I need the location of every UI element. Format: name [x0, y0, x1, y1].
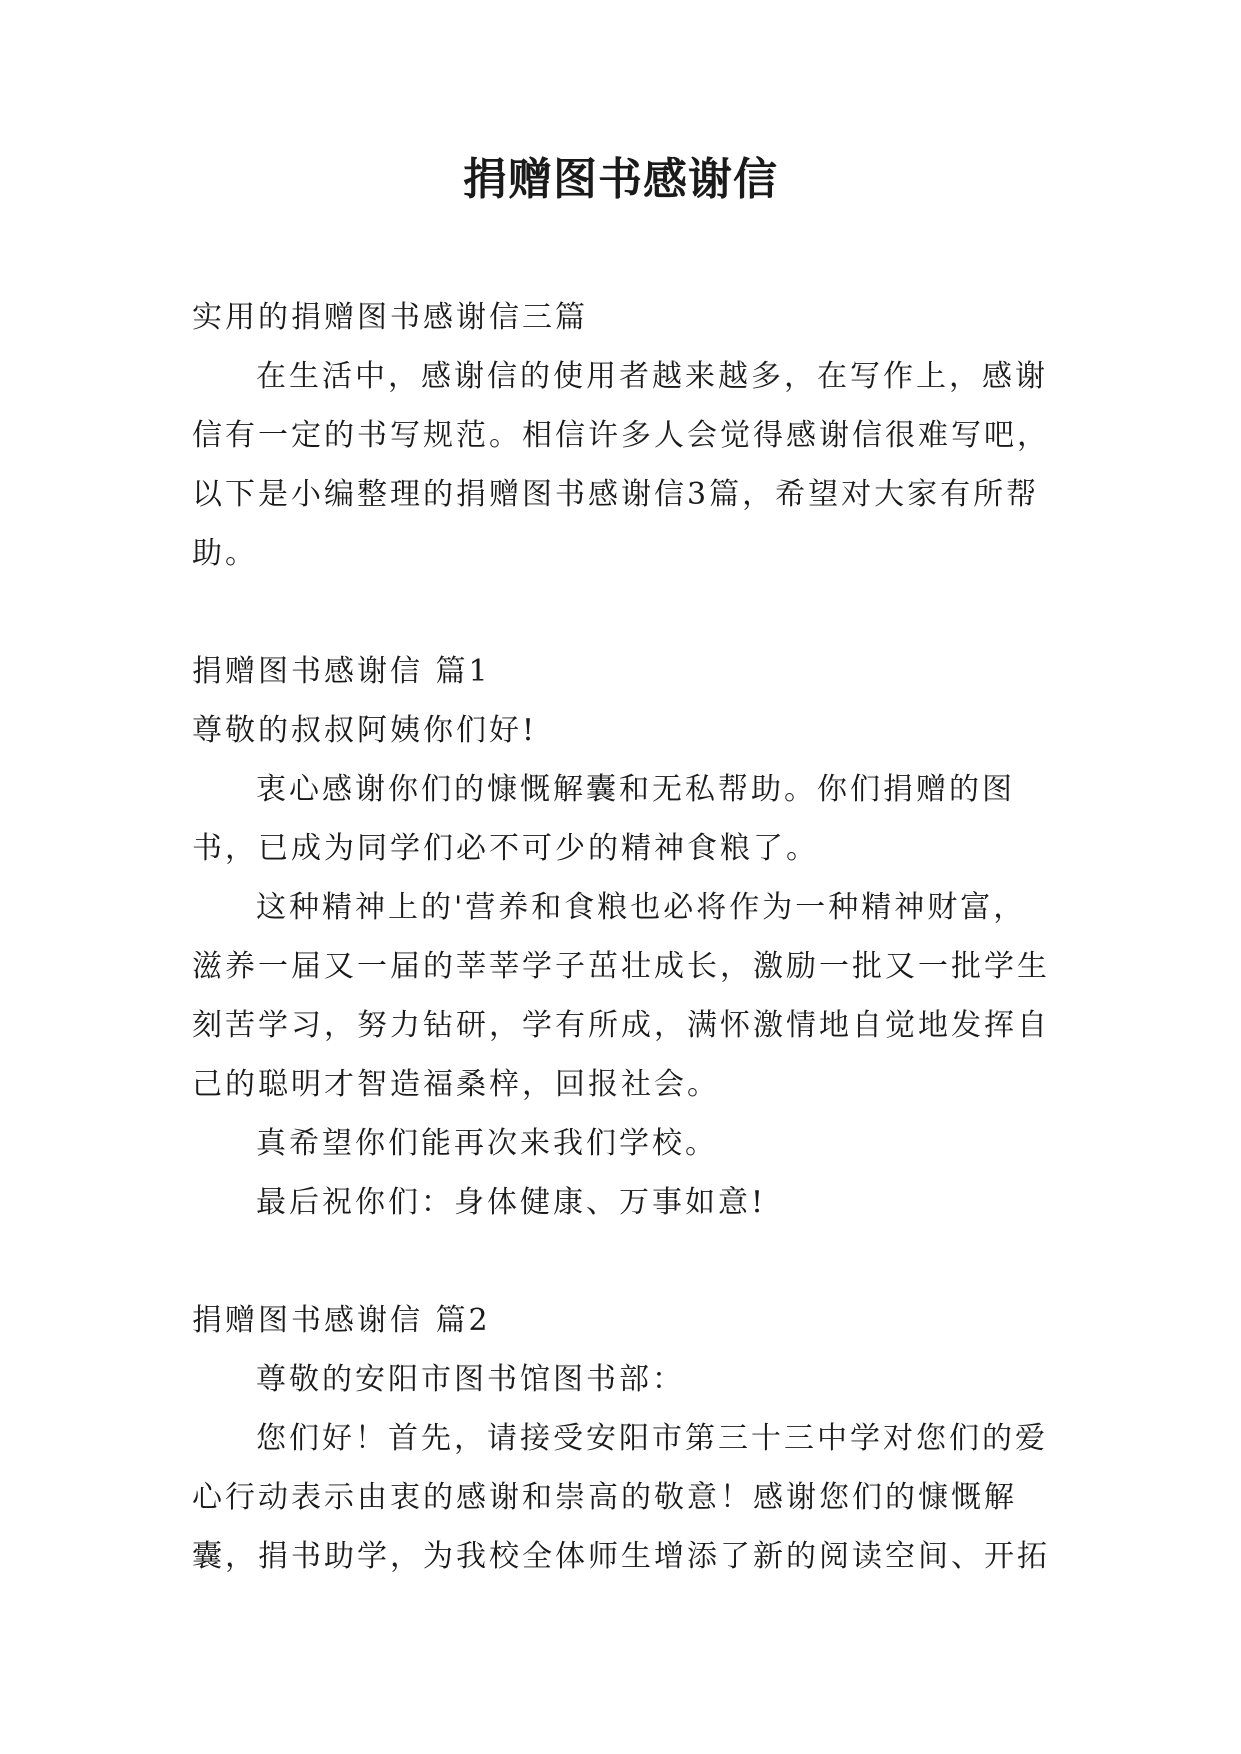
section-1-heading: 捐赠图书感谢信 篇1 [192, 654, 491, 689]
section-1-salutation: 尊敬的叔叔阿姨你们好! [192, 713, 538, 748]
section-1-paragraph-1: 衷心感谢你们的慷慨解囊和无私帮助。你们捐赠的图书，已成为同学们必不可少的精神食粮了。 [192, 772, 1015, 866]
section-1-paragraph-3: 真希望你们能再次来我们学校。 [256, 1126, 718, 1161]
intro-subtitle: 实用的捐赠图书感谢信三篇 [192, 300, 588, 335]
document-title: 捐赠图书感谢信 [463, 154, 778, 205]
section-1-paragraph-2: 这种精神上的'营养和食粮也必将作为一种精神财富，滋养一届又一届的莘莘学子茁壮成长，激励一批又一批学生刻苦学习，努力钻研，学有所成，满怀激情地自觉地发挥自己的聪明才智造福桑梓，回报社会。 [192, 890, 1050, 1102]
section-spacer [192, 1232, 1052, 1291]
section-2-paragraph-1: 您们好！首先，请接受安阳市第三十三中学对您们的爱心行动表示由衷的感谢和崇高的敬意！感谢您们的慷慨解囊，捐书助学，为我校全体师生增添了新的阅读空间、开拓 [192, 1421, 1050, 1574]
section-2-salutation: 尊敬的安阳市图书馆图书部： [256, 1362, 685, 1397]
intro-paragraph: 在生活中，感谢信的使用者越来越多，在写作上，感谢信有一定的书写规范。相信许多人会觉得感谢信很难写吧，以下是小编整理的捐赠图书感谢信3篇，希望对大家有所帮助。 [192, 359, 1050, 571]
document-body [192, 288, 1052, 1586]
section-2-heading: 捐赠图书感谢信 篇2 [192, 1303, 491, 1338]
section-1-paragraph-4: 最后祝你们：身体健康、万事如意! [256, 1185, 767, 1220]
section-spacer [192, 583, 1052, 642]
